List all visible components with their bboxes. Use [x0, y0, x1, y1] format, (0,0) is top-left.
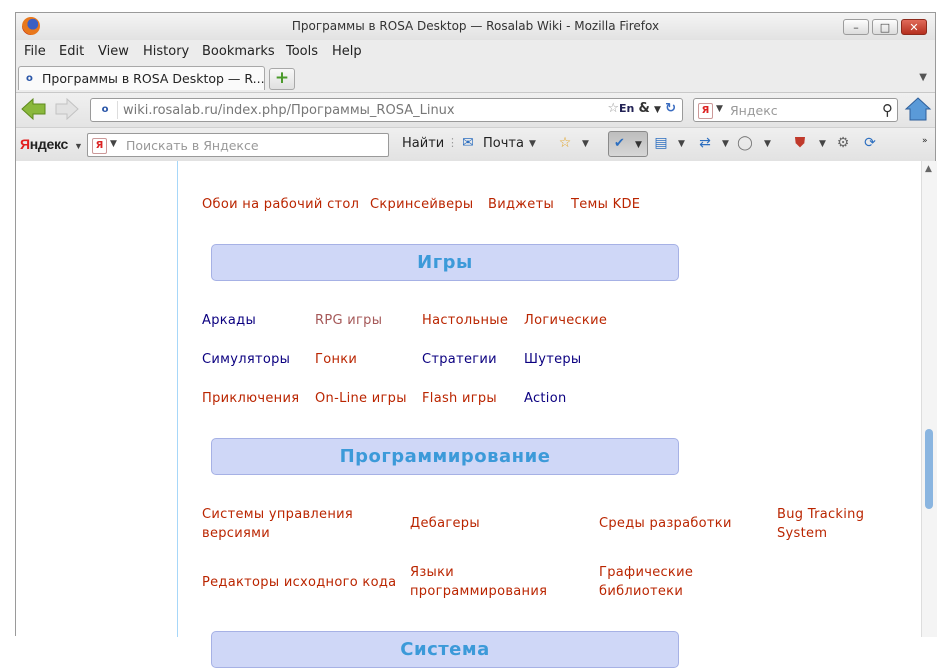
link-online-games[interactable]: On-Line игры: [315, 391, 407, 406]
forward-arrow-icon[interactable]: [55, 98, 79, 120]
yandex-logo-ya: Я: [20, 136, 30, 152]
spellcheck-icon: ✔: [614, 136, 625, 151]
title-bar: [16, 13, 935, 40]
link-action[interactable]: Action: [524, 391, 567, 406]
toolbar-separator-icon: ⋮: [447, 136, 458, 149]
link-wallpapers[interactable]: Обои на рабочий стол: [202, 197, 360, 212]
yandex-toolbar: [16, 127, 935, 161]
search-icon[interactable]: ⚲: [882, 101, 893, 119]
scrollbar-thumb[interactable]: [925, 429, 933, 509]
bookmark-star-icon[interactable]: ☆: [607, 101, 620, 116]
link-racing[interactable]: Гонки: [315, 352, 358, 367]
urlbar-tools: [607, 101, 676, 116]
window-title: Программы в ROSA Desktop — Rosalab Wiki - Mozilla Firefox: [291, 19, 660, 33]
sync-icon[interactable]: ⟳: [864, 135, 876, 151]
link-languages-line1[interactable]: Языки: [410, 565, 455, 580]
link-graphics-libs-line2[interactable]: библиотеки: [599, 584, 684, 599]
yandex-logo[interactable]: [20, 136, 83, 152]
yandex-menu-dropdown-icon[interactable]: ▼: [74, 141, 83, 151]
url-text[interactable]: [123, 103, 455, 118]
link-graphics-libs-line1[interactable]: Графические: [599, 565, 694, 580]
link-shooters[interactable]: Шутеры: [524, 352, 582, 367]
translate-page-icon[interactable]: ▤: [654, 135, 668, 151]
gear-icon[interactable]: ⚙: [836, 135, 850, 151]
link-widgets[interactable]: Виджеты: [488, 197, 555, 212]
link-kde-themes[interactable]: Темы KDE: [571, 197, 641, 212]
ampersand-icon[interactable]: &: [638, 101, 650, 116]
menu-history[interactable]: History: [143, 44, 190, 59]
menu-file[interactable]: File: [24, 44, 46, 59]
maximize-button[interactable]: □: [872, 19, 898, 35]
yandex-search-dropdown-icon[interactable]: ▼: [110, 139, 117, 149]
minimize-button[interactable]: –: [843, 19, 869, 35]
url-host: wiki.rosalab.ru: [123, 103, 218, 118]
dictionary-icon[interactable]: ⇄: [699, 135, 711, 151]
toolbar-overflow-icon[interactable]: »: [922, 136, 928, 146]
menu-bar: [16, 42, 935, 62]
menu-tools[interactable]: Tools: [286, 44, 319, 59]
urlbar-dropdown-icon[interactable]: ▼: [654, 105, 661, 115]
link-bug-tracking-line2[interactable]: System: [777, 526, 828, 541]
link-ide[interactable]: Среды разработки: [599, 516, 732, 531]
section-header-games: Игры: [211, 244, 679, 281]
spellcheck-dropdown-icon: ▼: [635, 140, 642, 150]
link-rpg[interactable]: RPG игры: [315, 313, 383, 328]
search-bar[interactable]: [693, 98, 898, 122]
dictionary-dropdown-icon[interactable]: ▼: [722, 139, 729, 149]
tab-list-dropdown-icon[interactable]: ▼: [919, 72, 927, 83]
reload-icon[interactable]: ↻: [665, 101, 676, 116]
link-flash-games[interactable]: Flash игры: [422, 391, 497, 406]
link-strategy[interactable]: Стратегии: [422, 352, 497, 367]
shield-icon[interactable]: ⛊: [794, 135, 806, 151]
link-arcade[interactable]: Аркады: [202, 313, 257, 328]
mail-dropdown-icon[interactable]: ▼: [529, 139, 536, 149]
menu-edit[interactable]: Edit: [59, 44, 85, 59]
spellcheck-button[interactable]: [608, 131, 648, 157]
link-debuggers[interactable]: Дебагеры: [410, 516, 480, 531]
navigation-toolbar: [16, 92, 935, 127]
yandex-engine-icon[interactable]: Я: [698, 103, 713, 119]
yandex-find-button[interactable]: Найти: [402, 136, 445, 151]
menu-bookmarks[interactable]: Bookmarks: [202, 44, 275, 59]
new-tab-button[interactable]: +: [269, 68, 295, 90]
link-bug-tracking-line1[interactable]: Bug Tracking: [777, 507, 865, 522]
section-header-programming: Программирование: [211, 438, 679, 475]
translate-icon[interactable]: En: [619, 102, 635, 115]
search-input[interactable]: Яндекс: [730, 103, 778, 118]
menu-view[interactable]: View: [98, 44, 129, 59]
link-code-editors[interactable]: Редакторы исходного кода: [202, 575, 397, 590]
home-icon[interactable]: [905, 96, 931, 122]
link-screensavers[interactable]: Скринсейверы: [370, 197, 474, 212]
chat-bubble-icon[interactable]: ◯: [737, 135, 753, 151]
link-vcs-line1[interactable]: Системы управления: [202, 507, 353, 522]
link-languages-line2[interactable]: программирования: [410, 584, 548, 599]
yandex-search-box[interactable]: [87, 133, 389, 157]
site-identity-icon[interactable]: o: [93, 101, 118, 119]
link-board[interactable]: Настольные: [422, 313, 509, 328]
yandex-search-input[interactable]: Поискать в Яндексе: [126, 138, 259, 153]
favorites-dropdown-icon[interactable]: ▼: [582, 139, 589, 149]
favorites-star-icon[interactable]: ☆: [558, 135, 572, 151]
tab-label: Программы в ROSA Desktop — R...: [42, 71, 265, 86]
shield-dropdown-icon[interactable]: ▼: [819, 139, 826, 149]
url-path: /index.php/Программы_ROSA_Linux: [217, 103, 455, 118]
address-bar[interactable]: [90, 98, 683, 122]
menu-help[interactable]: Help: [332, 44, 362, 59]
yandex-search-icon: Я: [92, 138, 107, 154]
yandex-mail-button[interactable]: Почта: [483, 136, 524, 151]
close-button[interactable]: ✕: [901, 19, 927, 35]
scroll-up-arrow-icon[interactable]: ▲: [925, 164, 932, 174]
engine-dropdown-icon[interactable]: ▼: [716, 104, 723, 114]
wiki-article: [16, 161, 921, 660]
back-arrow-icon[interactable]: [21, 98, 47, 120]
link-adventure[interactable]: Приключения: [202, 391, 300, 406]
page-content: [16, 161, 921, 660]
link-logic[interactable]: Логические: [524, 313, 608, 328]
browser-window: [15, 12, 936, 660]
tab-active[interactable]: [18, 66, 265, 90]
link-simulators[interactable]: Симуляторы: [202, 352, 291, 367]
mail-icon[interactable]: ✉: [462, 135, 474, 151]
section-header-system: Система: [211, 631, 679, 668]
chat-dropdown-icon[interactable]: ▼: [764, 139, 771, 149]
yandex-logo-rest: ндекс: [29, 136, 69, 152]
link-vcs-line2[interactable]: версиями: [202, 526, 270, 541]
translate-dropdown-icon[interactable]: ▼: [678, 139, 685, 149]
site-favicon-icon: o: [26, 73, 33, 84]
vertical-scrollbar[interactable]: [921, 161, 937, 637]
tab-strip: [16, 64, 935, 91]
